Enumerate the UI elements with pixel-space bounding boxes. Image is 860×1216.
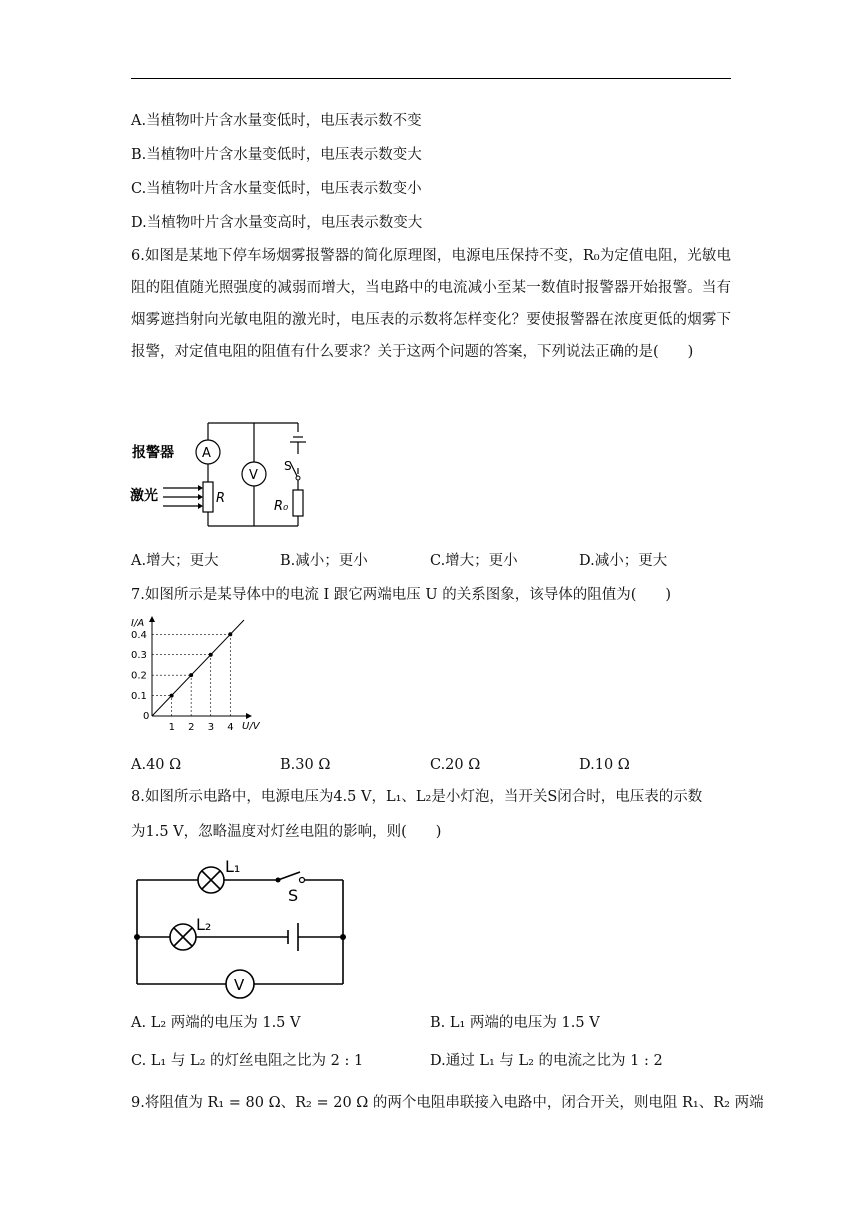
photoresistor-icon — [203, 482, 213, 512]
header-rule — [131, 78, 731, 79]
switch-label: S — [284, 459, 292, 473]
x-tick-label: 2 — [188, 722, 195, 733]
y-tick-label: 0.3 — [131, 650, 147, 662]
q7-stem: 7.如图所示是某导体中的电流 I 跟它两端电压 U 的关系图象，该导体的阻值为( ) — [131, 587, 672, 603]
q8-option-a: A. L₂ 两端的电压为 1.5 V — [131, 1015, 301, 1031]
q8-option-b: B. L₁ 两端的电压为 1.5 V — [430, 1015, 600, 1031]
x-tick-label: 3 — [207, 722, 215, 733]
x-tick-label: 1 — [168, 722, 175, 733]
q5-option-a: A.当植物叶片含水量变低时，电压表示数不变 — [131, 113, 422, 129]
voltmeter-label: V — [249, 468, 258, 483]
q8-stem-line1: 8.如图所示电路中，电源电压为4.5 V，L₁、L₂是小灯泡，当开关S闭合时，电压表的示数 — [131, 789, 703, 805]
y-tick-label: 0.2 — [131, 670, 147, 682]
lamp2-icon — [170, 924, 196, 950]
data-point — [189, 673, 193, 677]
q6-stem: 6.如图是某地下停车场烟雾报警器的简化原理图，电源电压保持不变，R₀为定值电阻，光敏电阻的阻值随光照强度的减弱而增大，当电路中的电流减小至某一数值时报警器开始报警。当有烟雾遮挡射向光敏电阻的激光时，电压表的示数将怎样变化？要使报警器在浓度更低的烟雾下报警，对定值电阻的阻值有什么要求？关于这两个问题的答案，下列说法正确的是( ) — [131, 248, 731, 360]
q6-circuit-figure — [128, 418, 328, 533]
q7-option-a: A.40 Ω — [131, 757, 182, 773]
q8-stem-line2: 为1.5 V，忽略温度对灯丝电阻的影响，则( ) — [131, 824, 442, 840]
origin-label: 0 — [143, 711, 150, 722]
y-tick-label: 0.1 — [131, 691, 147, 703]
q8-circuit-figure — [128, 850, 353, 1000]
q6-option-b: B.减小；更小 — [280, 553, 368, 569]
q7-option-d: D.10 Ω — [579, 757, 630, 773]
q5-option-d: D.当植物叶片含水量变高时，电压表示数变大 — [131, 215, 423, 231]
data-point — [170, 694, 174, 698]
q6-option-c: C.增大；更小 — [430, 553, 518, 569]
q5-option-b: B.当植物叶片含水量变低时，电压表示数变大 — [131, 147, 422, 163]
y-axis-arrow — [149, 616, 155, 622]
fixed-resistor-icon — [293, 490, 303, 516]
x-tick-label: 4 — [227, 722, 234, 733]
lamp1-icon — [198, 867, 224, 893]
lamp2-label: L₂ — [196, 915, 212, 934]
q7-option-b: B.30 Ω — [280, 757, 331, 773]
ammeter-label: A — [202, 446, 211, 461]
alarm-label: 报警器 — [132, 445, 174, 461]
q6-option-d: D.减小；更大 — [579, 553, 668, 569]
q8-option-c: C. L₁ 与 L₂ 的灯丝电阻之比为 2 : 1 — [131, 1053, 364, 1069]
resistor-label: R — [216, 491, 226, 506]
lamp1-label: L₁ — [225, 857, 241, 876]
x-axis-arrow — [246, 713, 252, 719]
switch-label: S — [288, 886, 299, 905]
data-point — [209, 653, 213, 657]
q7-option-c: C.20 Ω — [430, 757, 481, 773]
data-point — [228, 632, 232, 636]
y-tick-label: 0.4 — [131, 629, 147, 641]
fixed-resistor-label: R₀ — [274, 499, 289, 514]
laser-label: 激光 — [130, 488, 158, 504]
y-axis-label: I/A — [131, 618, 145, 629]
voltmeter-label: V — [234, 976, 245, 994]
q5-option-c: C.当植物叶片含水量变低时，电压表示数变小 — [131, 181, 422, 197]
q8-option-d: D.通过 L₁ 与 L₂ 的电流之比为 1 : 2 — [430, 1053, 663, 1069]
iu-graph — [128, 614, 268, 736]
q9-stem: 9.将阻值为 R₁ = 80 Ω、R₂ = 20 Ω 的两个电阻串联接入电路中，闭合开关，则电阻 R₁、R₂ 两端 — [131, 1095, 764, 1111]
x-axis-label: U/V — [242, 721, 260, 732]
q6-option-a: A.增大；更大 — [131, 553, 219, 569]
